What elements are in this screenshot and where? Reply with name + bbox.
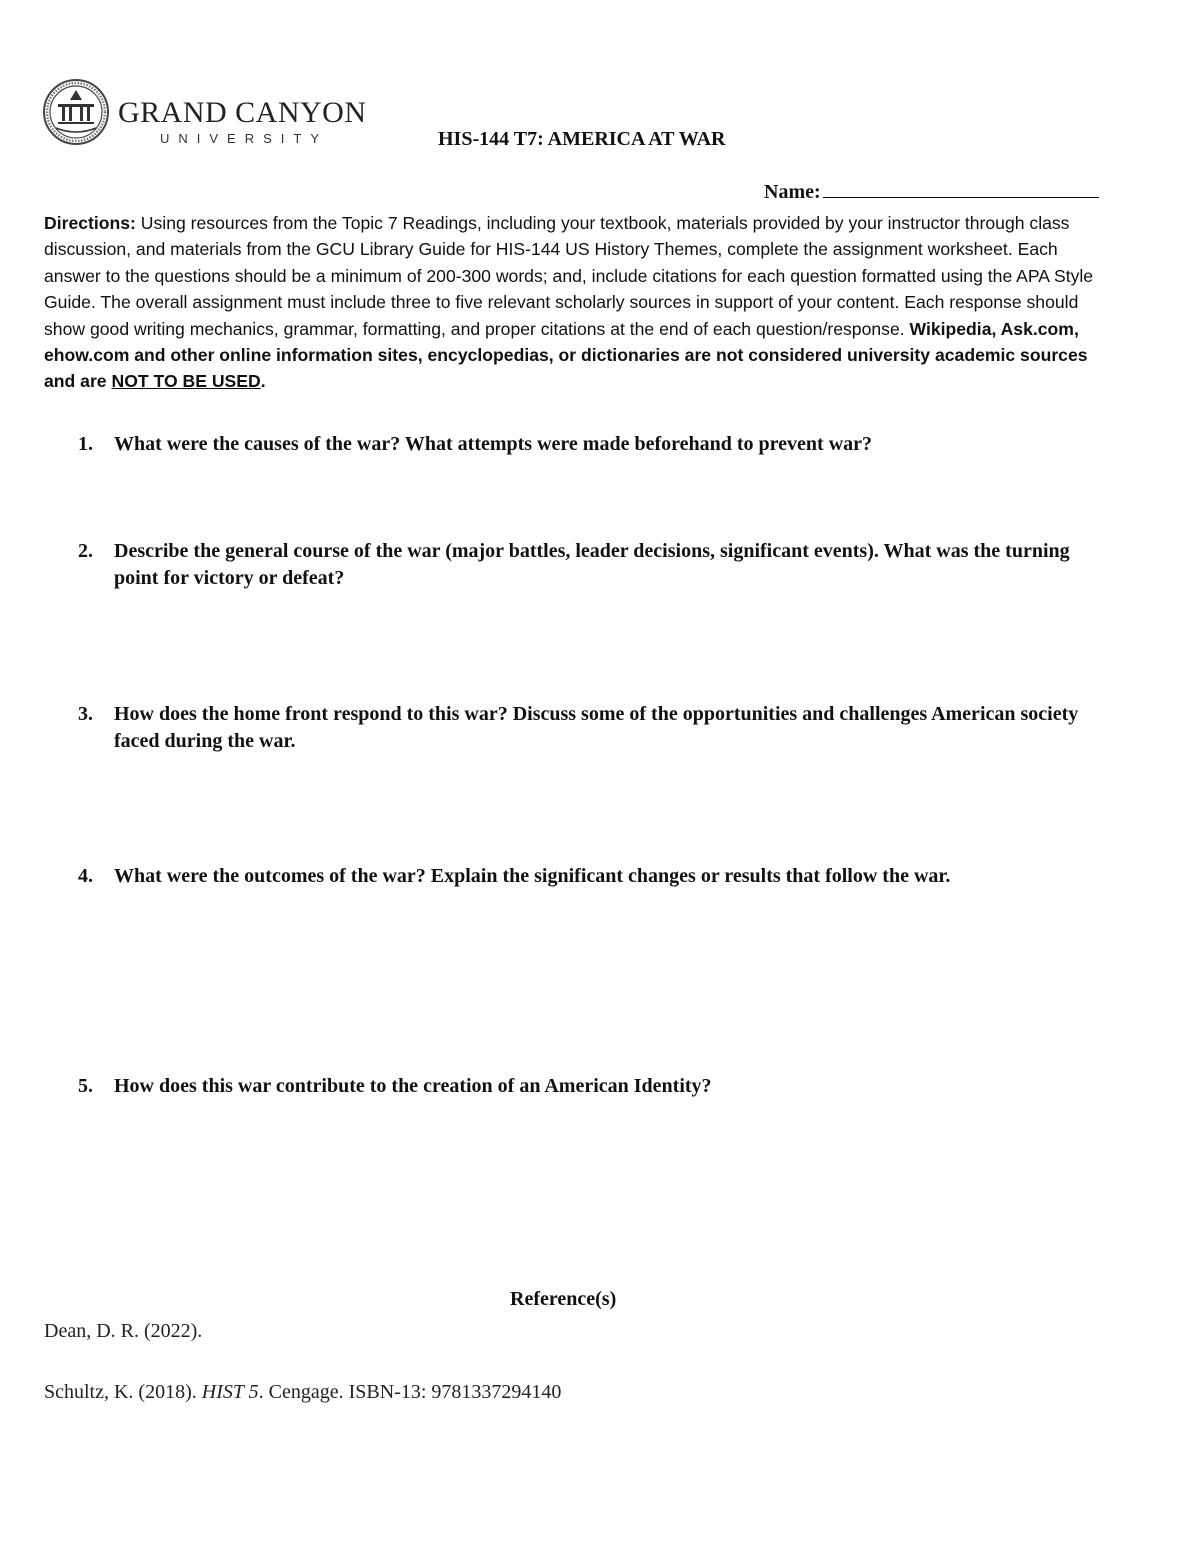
question-text: How does the home front respond to this war? Discuss some of the opportunities and challenges American society faced during the war. bbox=[114, 703, 1079, 752]
logo-wordmark: GRAND CANYON bbox=[118, 96, 367, 129]
question-5 bbox=[78, 1073, 1108, 1100]
directions-label: Directions: bbox=[44, 213, 136, 233]
question-number: 1. bbox=[78, 433, 93, 455]
name-field[interactable] bbox=[764, 179, 1099, 204]
question-number: 5. bbox=[78, 1075, 93, 1097]
directions-paragraph bbox=[44, 210, 1099, 395]
reference-title: HIST 5 bbox=[201, 1381, 259, 1403]
question-2 bbox=[78, 538, 1108, 592]
question-text: Describe the general course of the war (major battles, leader decisions, significant events). What was the turning point for victory or defeat? bbox=[114, 540, 1070, 589]
question-number: 4. bbox=[78, 865, 93, 887]
question-3 bbox=[78, 701, 1108, 755]
references-heading: Reference(s) bbox=[510, 1288, 617, 1310]
question-text: How does this war contribute to the creation of an American Identity? bbox=[114, 1075, 712, 1097]
name-label: Name: bbox=[764, 181, 821, 203]
university-logo bbox=[42, 78, 367, 150]
question-text: What were the outcomes of the war? Explain the significant changes or results that follow the war. bbox=[114, 865, 951, 887]
question-text: What were the causes of the war? What attempts were made beforehand to prevent war? bbox=[114, 433, 873, 455]
university-seal-icon bbox=[42, 78, 110, 146]
question-1 bbox=[78, 431, 1108, 458]
question-number: 2. bbox=[78, 540, 93, 562]
reference-item-2: Schultz, K. (2018). HIST 5. Cengage. ISBN-13: 9781337294140 bbox=[44, 1381, 562, 1403]
directions-body: Using resources from the Topic 7 Readings, including your textbook, materials provided by your instructor through class discussion, and materials from the GCU Library Guide for HIS-144 US History Themes, complete the assignment worksheet. Each answer to the questions should be a minimum of 200-300 words; and, include citations for each question formatted using the APA Style Guide. The overall assignment must include three to five relevant scholarly sources in support of your content. Each response should show good writing mechanics, grammar, formatting, and proper citations at the end of each question/response. bbox=[44, 213, 1094, 339]
name-blank-line[interactable] bbox=[823, 179, 1099, 198]
reference-item-1: Dean, D. R. (2022). bbox=[44, 1320, 203, 1342]
logo-subtitle: UNIVERSITY bbox=[160, 131, 329, 146]
page-title: HIS-144 T7: AMERICA AT WAR bbox=[438, 128, 726, 150]
directions-warning: Wikipedia, Ask.com, ehow.com and other online information sites, encyclopedias, or dictionaries are not considered university academic sources and are NOT TO BE USED. bbox=[44, 318, 1088, 392]
question-number: 3. bbox=[78, 703, 93, 725]
not-to-be-used: NOT TO BE USED bbox=[111, 371, 261, 392]
question-4 bbox=[78, 863, 1108, 890]
